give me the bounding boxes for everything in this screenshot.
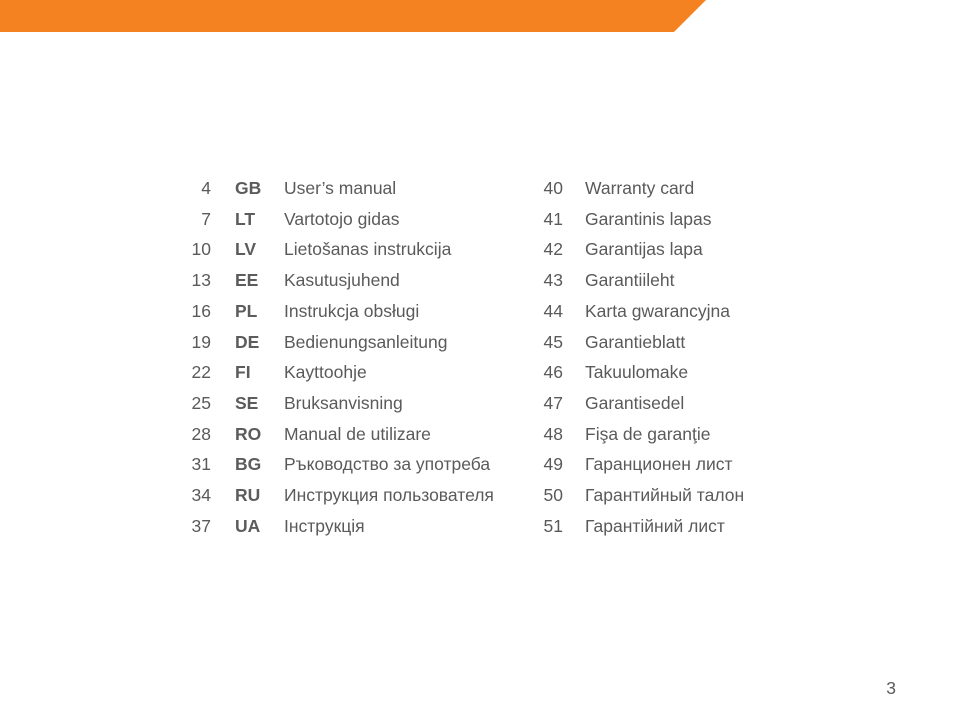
- toc-title: Garantieblatt: [585, 331, 686, 352]
- toc-entry-warranty: [520, 451, 940, 477]
- toc-page-number: 37: [191, 515, 211, 536]
- toc-entry-warranty: [520, 298, 940, 324]
- toc-title: Garantinis lapas: [585, 208, 712, 229]
- toc-page-number: 44: [543, 300, 563, 321]
- toc-page-number: 13: [191, 270, 211, 291]
- toc-title: Kayttoohje: [284, 362, 367, 383]
- toc-language-code: GB: [235, 178, 262, 198]
- toc-title: Гаранционен лист: [585, 454, 733, 475]
- toc-page-number: 31: [191, 454, 211, 475]
- toc-entry-warranty: [520, 329, 940, 355]
- toc-title: Інструкція: [284, 515, 365, 536]
- toc-language-code: RO: [235, 423, 262, 444]
- toc-title: Vartotojo gidas: [284, 208, 400, 229]
- toc-title: Garantiileht: [585, 270, 675, 291]
- toc-entry-manual: [0, 175, 520, 201]
- toc-entry-warranty: [520, 236, 940, 262]
- toc-page-number: 49: [543, 454, 563, 475]
- toc-language-code: DE: [235, 331, 260, 352]
- toc-title: Bruksanvisning: [284, 392, 403, 413]
- toc-title: Manual de utilizare: [284, 423, 431, 444]
- toc-page-number: 48: [543, 423, 563, 444]
- toc-language-code: RU: [235, 485, 261, 505]
- toc-title: Garantisedel: [585, 392, 685, 413]
- toc-page-number: 4: [201, 178, 211, 198]
- toc-page-number: 47: [543, 392, 563, 413]
- toc-page-number: 16: [191, 300, 211, 321]
- toc-title: Karta gwarancyjna: [585, 300, 730, 321]
- toc-title: Fişa de garanţie: [585, 423, 711, 444]
- toc-entry-manual: [0, 421, 520, 447]
- toc-page-number: 40: [543, 178, 563, 198]
- toc-page-number: 42: [543, 239, 563, 260]
- toc-page-number: 25: [191, 392, 211, 413]
- toc-entry-warranty: [520, 206, 940, 232]
- toc-entry-manual: [0, 359, 520, 385]
- toc-language-code: FI: [235, 362, 251, 383]
- toc-entry-manual: [0, 267, 520, 293]
- toc-page-number: 51: [543, 515, 563, 536]
- toc-title: Garantijas lapa: [585, 239, 703, 260]
- toc-title: Инструкция пользователя: [284, 485, 494, 505]
- toc-page-number: 50: [543, 485, 563, 505]
- toc-entry-warranty: [520, 175, 940, 201]
- toc-page-number: 45: [543, 331, 563, 352]
- toc-title: User’s manual: [284, 178, 397, 198]
- toc-entry-manual: [0, 390, 520, 416]
- toc-language-code: BG: [235, 454, 262, 475]
- toc-page-number: 19: [191, 331, 211, 352]
- toc-entry-manual: [0, 329, 520, 355]
- toc-entry-warranty: [520, 267, 940, 293]
- toc-entry-manual: [0, 513, 520, 539]
- toc-page-number: 7: [201, 208, 211, 229]
- toc-entry-manual: [0, 236, 520, 262]
- toc-title: Lietošanas instrukcija: [284, 239, 452, 260]
- toc-entry-warranty: [520, 513, 940, 539]
- toc-page-number: 22: [191, 362, 211, 383]
- toc-title: Ръководство за употреба: [284, 454, 491, 475]
- toc-page-number: 43: [543, 270, 563, 291]
- toc-language-code: EE: [235, 270, 259, 291]
- toc-page-number: 46: [543, 362, 563, 383]
- toc-title: Kasutusjuhend: [284, 270, 400, 291]
- toc-title: Гарантійний лист: [585, 515, 725, 536]
- toc-title: Instrukcja obsługi: [284, 300, 420, 321]
- toc-entry-manual: [0, 451, 520, 477]
- toc-title: Bedienungsanleitung: [284, 331, 448, 352]
- page-number: 3: [886, 678, 896, 698]
- toc-language-code: PL: [235, 300, 258, 321]
- toc-entry-warranty: [520, 421, 940, 447]
- toc-title: Warranty card: [585, 178, 695, 198]
- toc-language-code: LT: [235, 208, 256, 229]
- toc-entry-manual: [0, 482, 520, 508]
- toc-entry-warranty: [520, 359, 940, 385]
- toc-page-number: 34: [191, 485, 211, 505]
- toc-title: Takuulomake: [585, 362, 689, 383]
- toc-title: Гарантийный талон: [585, 485, 745, 505]
- toc-page-number: 28: [191, 423, 211, 444]
- toc-language-code: UA: [235, 515, 261, 536]
- toc-language-code: SE: [235, 392, 259, 413]
- toc-page-number: 10: [191, 239, 211, 260]
- toc-entry-manual: [0, 298, 520, 324]
- toc-entry-warranty: [520, 390, 940, 416]
- toc-language-code: LV: [235, 239, 257, 260]
- toc-entry-warranty: [520, 482, 940, 508]
- toc-page-number: 41: [543, 208, 563, 229]
- toc-entry-manual: [0, 206, 520, 232]
